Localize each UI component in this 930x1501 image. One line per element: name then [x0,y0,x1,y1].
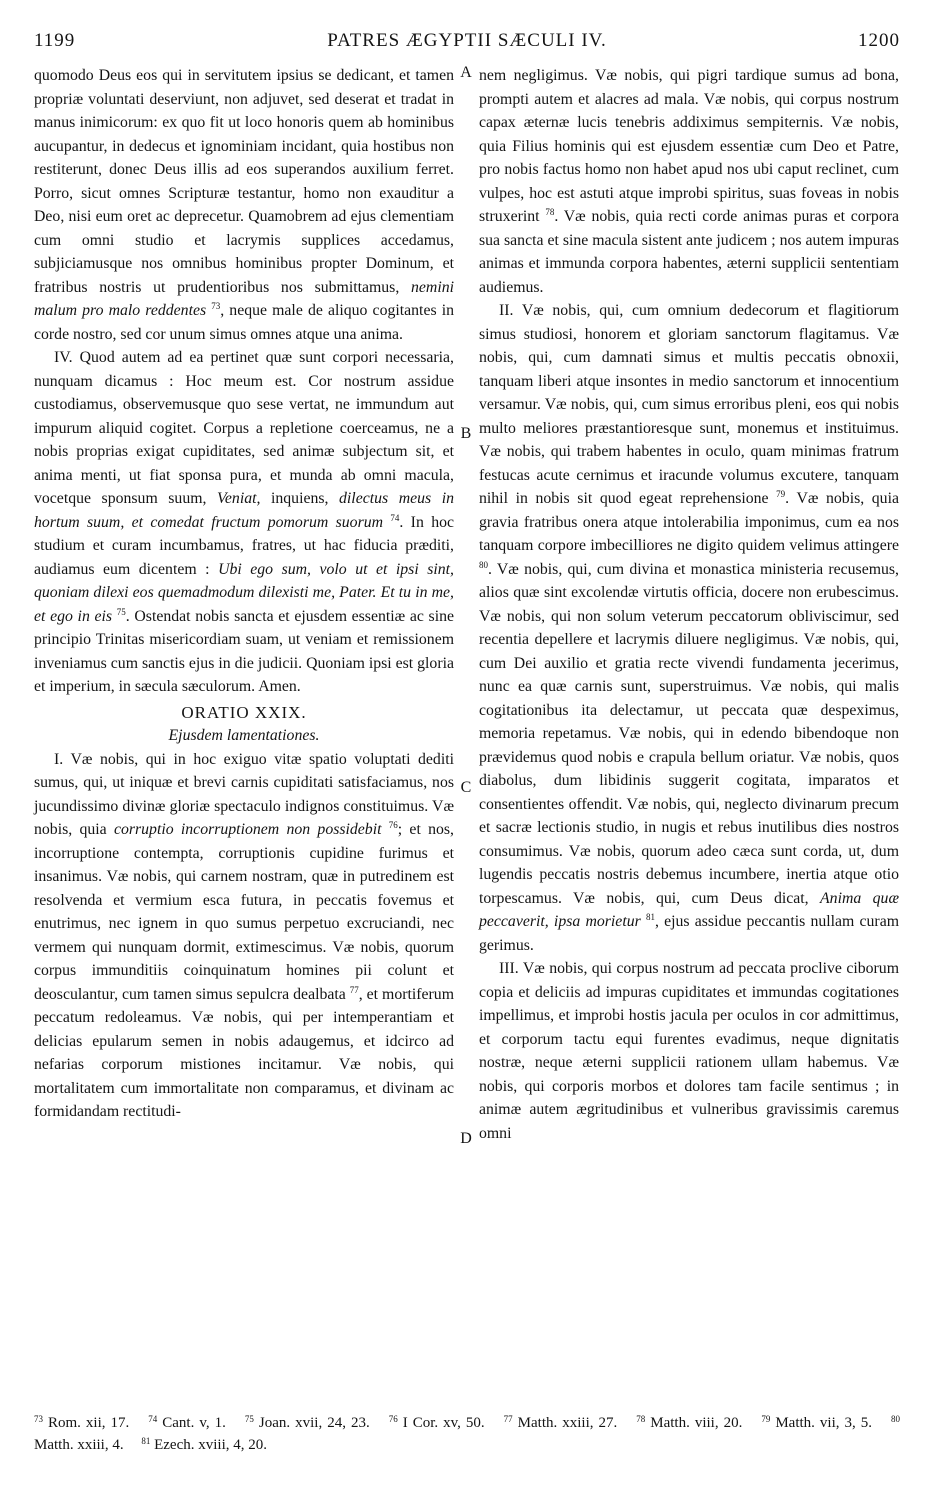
footnote: $^{76}$ I Cor. xv, 50. [388,1414,485,1431]
margin-marker-d: D [460,1130,472,1147]
footnote: $^{77}$ Matth. xxiii, 27. [503,1414,618,1431]
footnote-ref: 80 [479,559,488,570]
footnote-ref: 81 [645,912,655,922]
scripture-quote: nemini malum pro malo reddentes [34,278,454,319]
footnote: $^{75}$ Joan. xvii, 24, 23. [244,1414,370,1431]
page-header [34,30,900,58]
footnote: $^{78}$ Matth. viii, 20. [636,1414,743,1431]
footnote: $^{79}$ Matth. vii, 3, 5. [761,1414,873,1431]
footnotes [34,1412,900,1456]
footnote-ref: 75 [116,606,126,617]
section-title: ORATIO XXIX. [181,702,307,722]
paragraph-iv: IV. Quod autem ad ea pertinet quæ sunt corpori necessaria, nunquam dicamus : Hoc meum est. Cor nostrum assidue custodiamus, observemusque quo sese vertat, ne immundum aut impurum aliquid cogitet. Corpus a repletione coerceamus, ne a nobis proprias exigat cupiditates, sed animæ subjectum sit, et anima menti, ut fiat sponsa pura, et munda ab omni macula, vocetque sponsum suum, Veniat, inquiens, dilectus meus in hortum suum, et comedat fructum pomorum suorum $^{74}$. In hoc studium et curam incumbamus, fratres, ut hac fiducia præditi, audiamus eum dicentem : Ubi ego sum, volo ut et ipsi sint, quoniam dilexi eos quemadmodum dilexisti me, Pater. Et tu in me, et ego in eis $^{75}$. Ostendat nobis sancta et ejusdem essentiæ ac sine principio Trinitas misericordiam suam, ut veniam et remissionem inveniamus cum sanctis ejus in die judicii. Quoniam ipsi est gloria et imperium, in sæcula sæculorum. Amen. [34,349,454,695]
page-number-right: 1200 [858,30,900,51]
margin-marker-c: C [460,779,472,796]
scripture-quote: Veniat, [217,490,261,507]
right-column [479,64,899,1145]
scripture-quote: Anima quæ peccaverit, ipsa morietur [479,889,899,930]
footnote-ref: 79 [776,489,786,499]
scripture-quote: corruptio incorruptionem non possidebit [113,821,382,838]
footnote-ref: 78 [545,207,555,217]
paragraph-iii: III. Væ nobis, qui corpus nostrum ad peccata proclive ciborum copia et deliciis ad impuras cupiditates et immundas cogitationes impellimus, et improbi hostis jacula per oculos in cor admittimus, et corporum tactu equi furentes evadimus, neque dignitatis nostræ, neque æterni supplicii rationem ullam habemus. Væ nobis, qui corporis morbos et dolores tam facile sentimus ; in animæ autem ægritudinibus et vulneribus gravissimis caremus omni [479,960,899,1142]
footnote-ref: 76 [388,820,398,830]
margin-marker-a: A [460,64,472,81]
paragraph-i: I. Væ nobis, qui in hoc exiguo vitæ spatio voluptati dediti sumus, qui, ut iniquæ et brevi carnis cupiditati satisfaciamus, nos jucundissimo divinæ gloriæ spectaculo indignos constituimus. Væ nobis, quia corruptio incorruptionem non possidebit $^{76}$; et nos, incorruptione contempta, corruptionis cupidine furimus et insanimus. Væ nobis, qui carnem nostram, quæ in putredinem est resolvenda et vermium esca futura, in peccatis fovemus et enutrimus, nec ignem in quo sumus perpetuo excruciandi, nec vermem qui nunquam dormit, extimescimus. Væ nobis, quorum corpus immunditiis coinquinatum homines pii colunt et deosculantur, cum tamen simus sepulcra dealbata $^{77}$, et mortiferum peccatum redoleamus. Væ nobis, qui per intemperantiam et delicias epularum semen in nobis adaugemus, et idcirco ad nefarias corporum mistiones incitamur. Væ nobis, qui mortalitatem cum immortalitate non comparamus, et divinam ac formidandam rectitudi- [34,750,454,1120]
page-number-left: 1199 [34,30,76,51]
paragraph-continuation: nem negligimus. Væ nobis, qui pigri tardique sumus ad bona, prompti autem et alacres ad mala. Væ nobis, qui corpus nostrum capax æternæ lucis tenebris addiximus sempiternis. Væ nobis, quia Filius hominis qui est ejusdem essentiæ cum Deo et Patre, pro nobis factus homo non habet apud nos ubi caput reclinet, cum vulpes, hoc est astuti atque improbi spiritus, suas foveas in nobis struxerint $^{78}$. Væ nobis, quia recti corde animas puras et corpora sua sancta et sine macula sistent ante judicem ; nos autem impuras animas et immunda corpora habentes, æterni supplicii sententiam audiemus. [479,67,899,296]
paragraph-ii: II. Væ nobis, qui, cum omnium dedecorum et flagitiorum simus studiosi, honorem et gloriam sanctorum flagitamus. Væ nobis, qui, cum damnati simus et multis peccatis obnoxii, tanquam liberi atque insontes in medio sanctorum et innocentium versamur. Væ nobis, qui, cum simus erroribus pleni, eos qui nobis multo meliores præstantioresque sunt, monemus et instituimus. Væ nobis, qui trabem habentes in oculo, quam minimas fratrum festucas acute cernimus et iracunde volumus excutere, tanquam nihil in nobis sit quod egeat reprehensione $^{79}$. Væ nobis, quia gravia fratribus onera atque intolerabilia imponimus, cum ea nos tanquam corpore imbecilliores ne digito quidem velimus attingere $^{80}$. Væ nobis, qui, cum divina et monastica ministeria recusemus, alios quæ sint excolendæ virtutis officia, docere non erubescimus. Væ nobis, qui non solum veterum peccatorum obliviscimur, sed recentia depellere et lacrymis diluere negligimus. Væ nobis, qui, cum Dei auxilio et gratia recte vivendi fundamenta jecerimus, nunc ea quæ carnis sunt, superstruimus. Væ nobis, qui malis cogitationibus ita delectamur, ut peccata quæ despeximus, memoria repetamus. Væ nobis, qui in edendo bibendoque non prævidemus quod nobis e crapula bellum oriatur. Væ nobis, quos diabolus, dum libidinis suggerit cogitata, imparatos et consentientes offendit. Væ nobis, qui, neglecto divinarum precum et sacræ lectionis studio, in nugis et rebus inutilibus dies nostros consumimus. Væ nobis, quorum adeo cæca sunt corda, ut, dum lugendis peccatis nostris debemus incumbere, inertia atque otio torpescamus. Væ nobis, qui, cum Deus dicat, Anima quæ peccaverit, ipsa morietur $^{81}$, ejus assidue peccantis nullam curam gerimus. [479,302,899,954]
scripture-quote: Ubi ego sum, volo ut et ipsi sint, quoniam dilexi eos quemadmodum dilexisti me, Pater. Et tu in me, et ego in eis [34,560,454,625]
footnote: $^{80}$ Matth. xxiii, 4. [34,1414,901,1453]
margin-marker-b: B [460,425,472,442]
footnote: $^{74}$ Cant. v, 1. [148,1414,226,1431]
footnote: $^{81}$ Ezech. xviii, 4, 20. [141,1436,267,1453]
footnote: $^{73}$ Rom. xii, 17. [34,1414,130,1431]
paragraph-continuation: quomodo Deus eos qui in servitutem ipsius se dedicant, et tamen propriæ voluntati deserviunt, non adjuvet, sed deserat et tradat in manus inimicorum: ex quo fit ut loco honoris quem ab hominibus aucupantur, in dedecus et ignominiam incidant, quia hostibus non restiterunt, donec Deus illis ad eos superandos auxilium ferret. Porro, sicut omnes Scripturæ testantur, homo non exauditur a Deo, nisi eum oret ac deprecetur. Quamobrem ad ejus clementiam cum omni studio et lacrymis supplices accedamus, subjiciamusque nos omnibus hominibus propter Dominum, et fratribus nostris ut prudentioribus nos submittamus, nemini malum pro malo reddentes $^{73}$, neque male de aliquo cogitantes in corde nostro, sed cor unum simus omnes atque una anima. [34,67,455,343]
footnote-ref: 77 [349,984,359,995]
running-title: PATRES ÆGYPTII SÆCULI IV. [327,30,607,51]
section-subtitle: Ejusdem lamentationes. [168,727,320,744]
scripture-quote: dilectus meus in hortum suum, et comedat fructum pomorum suorum [34,490,454,531]
footnote-ref: 73 [211,301,221,311]
left-column [34,64,454,1124]
footnote-ref: 74 [390,512,400,523]
